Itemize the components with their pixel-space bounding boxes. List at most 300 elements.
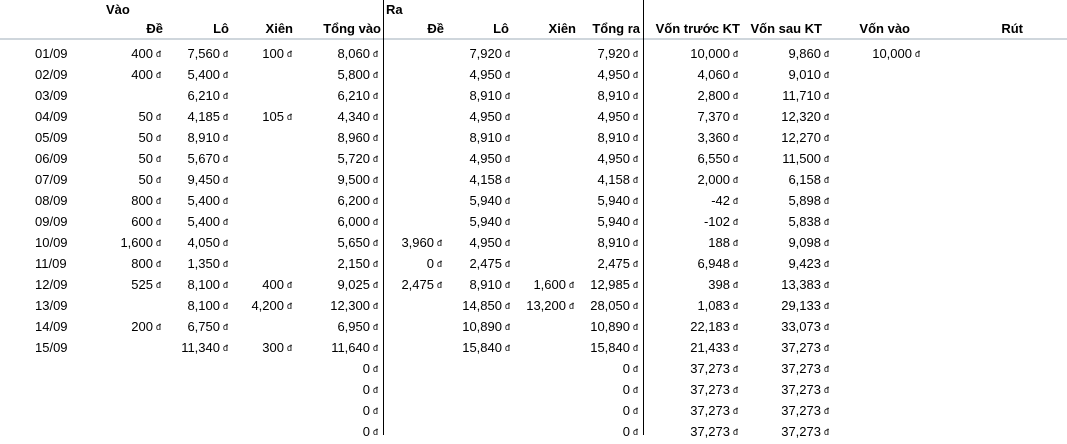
rut-cell[interactable] [940, 211, 1040, 232]
currency-symbol: đ [504, 196, 510, 206]
currency-symbol: đ [372, 133, 378, 143]
von-truoc-cell[interactable] [638, 400, 738, 421]
cell-value: 0 [622, 361, 630, 376]
currency-symbol: đ [155, 217, 161, 227]
tong-ra-cell[interactable] [538, 64, 638, 85]
von-sau-cell[interactable] [729, 379, 829, 400]
currency-symbol: đ [632, 385, 638, 395]
cell-value: 12,985 [590, 277, 630, 292]
cell-value: 50 [138, 172, 153, 187]
currency-symbol: đ [504, 217, 510, 227]
cell-value: 11,710 [782, 88, 821, 103]
cell-value: 200 [131, 319, 153, 334]
von-truoc-cell[interactable] [638, 274, 738, 295]
cell-value: 10,890 [462, 319, 502, 334]
cell-value: 08/09 [35, 193, 68, 208]
cell-value: 13,200 [526, 298, 566, 313]
currency-symbol: đ [436, 238, 442, 248]
rut-cell[interactable] [940, 400, 1040, 421]
currency-symbol: đ [823, 217, 829, 227]
von-sau-cell[interactable] [729, 421, 829, 442]
xien-in-cell[interactable] [192, 274, 292, 295]
xien-in-cell[interactable] [192, 148, 292, 169]
cell-value: 2,475 [597, 256, 630, 271]
von-vao-cell[interactable] [820, 106, 920, 127]
von-vao-cell[interactable] [820, 358, 920, 379]
rut-cell[interactable] [940, 295, 1040, 316]
cell-value: 06/09 [35, 151, 68, 166]
cell-value: 2,475 [469, 256, 502, 271]
currency-symbol: đ [372, 322, 378, 332]
table-row [0, 337, 1067, 358]
xien-in-cell[interactable] [192, 358, 292, 379]
von-sau-cell[interactable] [729, 358, 829, 379]
cell-value: 15/09 [35, 340, 68, 355]
currency-symbol: đ [823, 343, 829, 353]
currency-symbol: đ [632, 322, 638, 332]
xien-in-cell[interactable] [192, 211, 292, 232]
cell-value: 2,475 [401, 277, 434, 292]
currency-symbol: đ [155, 280, 161, 290]
currency-symbol: đ [372, 364, 378, 374]
xien-in-cell[interactable] [192, 85, 292, 106]
currency-symbol: đ [632, 112, 638, 122]
von-truoc-cell[interactable] [638, 211, 738, 232]
rut-cell[interactable] [940, 358, 1040, 379]
tong-ra-cell[interactable] [538, 232, 638, 253]
currency-symbol: đ [504, 175, 510, 185]
cell-value: 188 [708, 235, 730, 250]
von-truoc-cell[interactable] [638, 127, 738, 148]
divider-vao-ra [383, 0, 384, 435]
tong-ra-cell[interactable] [538, 190, 638, 211]
currency-symbol: đ [823, 385, 829, 395]
currency-symbol: đ [914, 49, 920, 59]
cell-value: -42 [711, 193, 730, 208]
currency-symbol: đ [222, 133, 228, 143]
cell-value: 3,960 [401, 235, 434, 250]
cell-value: 5,400 [187, 193, 220, 208]
currency-symbol: đ [155, 238, 161, 248]
tong-ra-cell[interactable] [538, 253, 638, 274]
von-truoc-cell[interactable] [638, 337, 738, 358]
cell-value: 04/09 [35, 109, 68, 124]
xien-in-cell[interactable] [192, 43, 292, 64]
cell-value: 5,940 [469, 193, 502, 208]
table-row [0, 211, 1067, 232]
currency-symbol: đ [632, 91, 638, 101]
cell-value: 37,273 [690, 382, 730, 397]
von-truoc-cell[interactable] [638, 358, 738, 379]
von-truoc-cell[interactable] [638, 85, 738, 106]
table-row [0, 169, 1067, 190]
rut-cell[interactable] [940, 148, 1040, 169]
cell-value: 0 [362, 382, 370, 397]
header-divider [0, 38, 1067, 40]
currency-symbol: đ [823, 70, 829, 80]
cell-value: 8,100 [187, 298, 220, 313]
currency-symbol: đ [155, 322, 161, 332]
von-sau-cell[interactable] [729, 253, 829, 274]
cell-value: 5,670 [187, 151, 220, 166]
currency-symbol: đ [504, 280, 510, 290]
currency-symbol: đ [568, 280, 574, 290]
cell-value: 12,300 [330, 298, 370, 313]
cell-value: 11,340 [181, 340, 220, 355]
tong-ra-cell[interactable] [538, 148, 638, 169]
cell-value: 4,340 [337, 109, 370, 124]
von-vao-cell[interactable] [820, 253, 920, 274]
tong-ra-cell[interactable] [538, 400, 638, 421]
von-sau-cell[interactable] [729, 85, 829, 106]
table-row [0, 274, 1067, 295]
xien-in-cell[interactable] [192, 337, 292, 358]
cell-value: 0 [426, 256, 434, 271]
currency-symbol: đ [632, 259, 638, 269]
rut-cell[interactable] [940, 316, 1040, 337]
tong-ra-cell[interactable] [538, 43, 638, 64]
currency-symbol: đ [155, 154, 161, 164]
currency-symbol: đ [732, 259, 738, 269]
currency-symbol: đ [823, 427, 829, 437]
cell-value: 8,910 [187, 130, 220, 145]
currency-symbol: đ [632, 280, 638, 290]
von-truoc-cell[interactable] [638, 316, 738, 337]
currency-symbol: đ [504, 322, 510, 332]
cell-value: 400 [131, 67, 153, 82]
currency-symbol: đ [155, 175, 161, 185]
currency-symbol: đ [823, 280, 829, 290]
tong-ra-cell[interactable] [538, 358, 638, 379]
table-row [0, 64, 1067, 85]
von-sau-cell[interactable] [729, 148, 829, 169]
currency-symbol: đ [632, 238, 638, 248]
cell-value: 9,860 [788, 46, 821, 61]
currency-symbol: đ [732, 427, 738, 437]
currency-symbol: đ [504, 154, 510, 164]
xien-in-cell[interactable] [192, 127, 292, 148]
currency-symbol: đ [372, 427, 378, 437]
tong-ra-cell[interactable] [538, 295, 638, 316]
currency-symbol: đ [732, 196, 738, 206]
rut-cell[interactable] [940, 127, 1040, 148]
rut-cell[interactable] [940, 274, 1040, 295]
cell-value: 50 [138, 109, 153, 124]
von-truoc-cell[interactable] [638, 379, 738, 400]
von-truoc-cell[interactable] [638, 106, 738, 127]
cell-value: 7,920 [597, 46, 630, 61]
currency-symbol: đ [732, 322, 738, 332]
von-vao-cell[interactable] [820, 43, 920, 64]
von-vao-cell[interactable] [820, 190, 920, 211]
cell-value: 9,450 [187, 172, 220, 187]
currency-symbol: đ [823, 364, 829, 374]
rut-cell[interactable] [940, 85, 1040, 106]
xien-in-cell[interactable] [192, 421, 292, 442]
von-sau-cell[interactable] [729, 190, 829, 211]
currency-symbol: đ [632, 301, 638, 311]
tong-ra-cell[interactable] [538, 316, 638, 337]
group-header-ra: Ra [386, 2, 403, 17]
von-sau-cell[interactable] [729, 274, 829, 295]
currency-symbol: đ [222, 343, 228, 353]
currency-symbol: đ [732, 91, 738, 101]
header-lo-out: Lô [493, 21, 509, 36]
cell-value: 37,273 [781, 361, 821, 376]
currency-symbol: đ [286, 301, 292, 311]
currency-symbol: đ [632, 154, 638, 164]
header-de-in: Đề [146, 21, 163, 36]
cell-value: 6,550 [697, 151, 730, 166]
xien-in-cell[interactable] [192, 169, 292, 190]
tong-ra-cell[interactable] [538, 127, 638, 148]
currency-symbol: đ [504, 238, 510, 248]
von-sau-cell[interactable] [729, 64, 829, 85]
von-vao-cell[interactable] [820, 127, 920, 148]
cell-value: 09/09 [35, 214, 68, 229]
currency-symbol: đ [222, 154, 228, 164]
cell-value: 100 [262, 46, 284, 61]
von-sau-cell[interactable] [729, 232, 829, 253]
currency-symbol: đ [632, 217, 638, 227]
currency-symbol: đ [222, 196, 228, 206]
von-vao-cell[interactable] [820, 295, 920, 316]
von-truoc-cell[interactable] [638, 295, 738, 316]
von-sau-cell[interactable] [729, 316, 829, 337]
currency-symbol: đ [823, 133, 829, 143]
currency-symbol: đ [155, 259, 161, 269]
von-vao-cell[interactable] [820, 148, 920, 169]
cell-value: 800 [131, 193, 153, 208]
xien-in-cell[interactable] [192, 106, 292, 127]
cell-value: 33,073 [781, 319, 821, 334]
currency-symbol: đ [372, 343, 378, 353]
von-vao-cell[interactable] [820, 85, 920, 106]
tong-ra-cell[interactable] [538, 211, 638, 232]
von-vao-cell[interactable] [820, 169, 920, 190]
rut-cell[interactable] [940, 421, 1040, 442]
von-vao-cell[interactable] [820, 274, 920, 295]
cell-value: 4,050 [187, 235, 220, 250]
cell-value: 5,650 [337, 235, 370, 250]
xien-in-cell[interactable] [192, 232, 292, 253]
von-sau-cell[interactable] [729, 211, 829, 232]
von-truoc-cell[interactable] [638, 190, 738, 211]
currency-symbol: đ [632, 427, 638, 437]
cell-value: 8,910 [597, 130, 630, 145]
cell-value: 15,840 [590, 340, 630, 355]
cell-value: 1,350 [187, 256, 220, 271]
currency-symbol: đ [732, 343, 738, 353]
cell-value: 07/09 [35, 172, 68, 187]
von-truoc-cell[interactable] [638, 169, 738, 190]
currency-symbol: đ [823, 238, 829, 248]
cell-value: 6,000 [337, 214, 370, 229]
cell-value: 4,950 [597, 67, 630, 82]
currency-symbol: đ [222, 91, 228, 101]
tong-ra-cell[interactable] [538, 169, 638, 190]
currency-symbol: đ [732, 301, 738, 311]
currency-symbol: đ [823, 112, 829, 122]
currency-symbol: đ [823, 154, 829, 164]
currency-symbol: đ [222, 217, 228, 227]
von-vao-cell[interactable] [820, 400, 920, 421]
currency-symbol: đ [504, 133, 510, 143]
von-sau-cell[interactable] [729, 400, 829, 421]
table-row [0, 379, 1067, 400]
rut-cell[interactable] [940, 253, 1040, 274]
von-vao-cell[interactable] [820, 379, 920, 400]
currency-symbol: đ [436, 259, 442, 269]
von-sau-cell[interactable] [729, 106, 829, 127]
cell-value: 4,950 [597, 109, 630, 124]
currency-symbol: đ [632, 364, 638, 374]
table-row [0, 421, 1067, 442]
currency-symbol: đ [436, 280, 442, 290]
von-vao-cell[interactable] [820, 211, 920, 232]
von-sau-cell[interactable] [729, 43, 829, 64]
cell-value: 14/09 [35, 319, 68, 334]
rut-cell[interactable] [940, 169, 1040, 190]
von-vao-cell[interactable] [820, 232, 920, 253]
cell-value: 12,320 [781, 109, 821, 124]
cell-value: 9,025 [337, 277, 370, 292]
cell-value: 2,000 [697, 172, 730, 187]
rut-cell[interactable] [940, 106, 1040, 127]
currency-symbol: đ [155, 133, 161, 143]
cell-value: 4,158 [469, 172, 502, 187]
tong-ra-cell[interactable] [538, 421, 638, 442]
cell-value: 4,950 [469, 109, 502, 124]
rut-cell[interactable] [940, 190, 1040, 211]
currency-symbol: đ [372, 70, 378, 80]
xien-in-cell[interactable] [192, 64, 292, 85]
von-truoc-cell[interactable] [638, 148, 738, 169]
currency-symbol: đ [222, 280, 228, 290]
cell-value: 9,010 [788, 67, 821, 82]
currency-symbol: đ [222, 49, 228, 59]
cell-value: 4,950 [469, 235, 502, 250]
header-de-out: Đề [427, 21, 444, 36]
von-vao-cell[interactable] [820, 64, 920, 85]
cell-value: 11/09 [35, 256, 67, 271]
currency-symbol: đ [823, 259, 829, 269]
rut-cell[interactable] [940, 64, 1040, 85]
cell-value: 8,910 [597, 88, 630, 103]
cell-value: 8,100 [187, 277, 220, 292]
currency-symbol: đ [732, 280, 738, 290]
currency-symbol: đ [823, 91, 829, 101]
von-truoc-cell[interactable] [638, 64, 738, 85]
cell-value: 37,273 [781, 382, 821, 397]
table-row [0, 316, 1067, 337]
xien-in-cell[interactable] [192, 400, 292, 421]
tong-ra-cell[interactable] [538, 85, 638, 106]
von-sau-cell[interactable] [729, 127, 829, 148]
cell-value: 7,560 [187, 46, 220, 61]
cell-value: 1,600 [120, 235, 153, 250]
currency-symbol: đ [222, 112, 228, 122]
von-sau-cell[interactable] [729, 337, 829, 358]
tong-ra-cell[interactable] [538, 274, 638, 295]
header-xien-out: Xiên [548, 21, 576, 36]
cell-value: 3,360 [697, 130, 730, 145]
header-tong-ra: Tổng ra [592, 21, 640, 36]
rut-cell[interactable] [940, 337, 1040, 358]
von-vao-cell[interactable] [820, 337, 920, 358]
xien-in-cell[interactable] [192, 295, 292, 316]
cell-value: 37,273 [690, 424, 730, 439]
cell-value: 4,158 [597, 172, 630, 187]
cell-value: 37,273 [781, 424, 821, 439]
currency-symbol: đ [372, 406, 378, 416]
currency-symbol: đ [732, 133, 738, 143]
xien-in-cell[interactable] [192, 253, 292, 274]
cell-value: -102 [703, 214, 730, 229]
von-vao-cell[interactable] [820, 316, 920, 337]
cell-value: 398 [708, 277, 730, 292]
currency-symbol: đ [732, 364, 738, 374]
currency-symbol: đ [372, 280, 378, 290]
xien-in-cell[interactable] [192, 379, 292, 400]
table-row [0, 106, 1067, 127]
currency-symbol: đ [732, 406, 738, 416]
cell-value: 9,500 [337, 172, 370, 187]
cell-value: 37,273 [690, 403, 730, 418]
rut-cell[interactable] [940, 43, 1040, 64]
von-vao-cell[interactable] [820, 421, 920, 442]
currency-symbol: đ [155, 70, 161, 80]
currency-symbol: đ [632, 343, 638, 353]
von-truoc-cell[interactable] [638, 43, 738, 64]
currency-symbol: đ [155, 49, 161, 59]
cell-value: 5,940 [469, 214, 502, 229]
currency-symbol: đ [286, 343, 292, 353]
header-von-vao: Vốn vào [859, 21, 910, 36]
currency-symbol: đ [732, 238, 738, 248]
cell-value: 0 [622, 382, 630, 397]
currency-symbol: đ [568, 301, 574, 311]
rut-cell[interactable] [940, 232, 1040, 253]
header-von-truoc: Vốn trước KT [655, 21, 740, 36]
rut-cell[interactable] [940, 379, 1040, 400]
currency-symbol: đ [823, 175, 829, 185]
tong-ra-cell[interactable] [538, 379, 638, 400]
currency-symbol: đ [823, 406, 829, 416]
cell-value: 05/09 [35, 130, 68, 145]
cell-value: 5,838 [788, 214, 821, 229]
von-truoc-cell[interactable] [638, 232, 738, 253]
currency-symbol: đ [632, 406, 638, 416]
table-row [0, 190, 1067, 211]
cell-value: 0 [622, 424, 630, 439]
currency-symbol: đ [823, 301, 829, 311]
currency-symbol: đ [372, 385, 378, 395]
xien-in-cell[interactable] [192, 190, 292, 211]
cell-value: 11,500 [782, 151, 821, 166]
currency-symbol: đ [504, 91, 510, 101]
currency-symbol: đ [372, 154, 378, 164]
von-sau-cell[interactable] [729, 169, 829, 190]
xien-in-cell[interactable] [192, 316, 292, 337]
tong-ra-cell[interactable] [538, 337, 638, 358]
von-truoc-cell[interactable] [638, 253, 738, 274]
von-truoc-cell[interactable] [638, 421, 738, 442]
tong-ra-cell[interactable] [538, 106, 638, 127]
cell-value: 12/09 [35, 277, 68, 292]
von-sau-cell[interactable] [729, 295, 829, 316]
currency-symbol: đ [823, 322, 829, 332]
